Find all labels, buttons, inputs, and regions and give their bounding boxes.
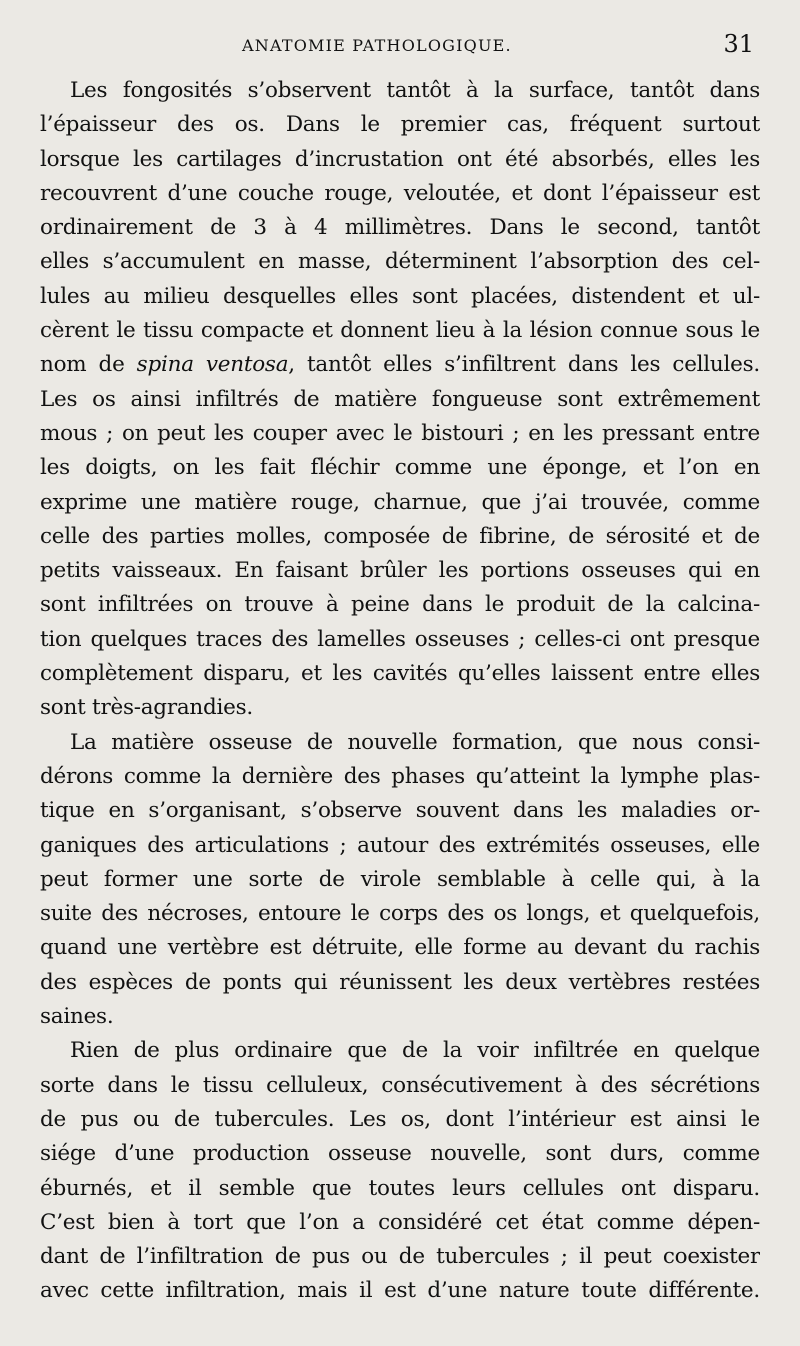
text-line: de pus ou de tubercules. Les os, dont l’intérieur est ainsi le xyxy=(40,1106,760,1132)
text-line: C’est bien à tort que l’on a considéré cet état comme dépen- xyxy=(40,1209,760,1235)
text-line: lorsque les cartilages d’incrustation ont été absorbés, elles les xyxy=(40,146,760,172)
text-line: Les os ainsi infiltrés de matière fongueuse sont extrêmement xyxy=(40,386,760,412)
text-line: Rien de plus ordinaire que de la voir infiltrée en quelque xyxy=(70,1038,760,1064)
text-line: mous ; on peut les couper avec le bistouri ; en les pressant entre xyxy=(40,420,760,446)
paragraph-1 xyxy=(40,74,760,726)
text-line: recouvrent d’une couche rouge, veloutée, et dont l’épaisseur est xyxy=(40,180,760,206)
text-line: cèrent le tissu compacte et donnent lieu à la lésion connue sous le xyxy=(40,318,760,344)
text-line: peut former une sorte de virole semblable à celle qui, à la xyxy=(40,866,760,892)
text-line: La matière osseuse de nouvelle formation, que nous consi- xyxy=(70,729,760,755)
paragraph-3 xyxy=(40,1034,760,1308)
text-line: dant de l’infiltration de pus ou de tubercules ; il peut coexister xyxy=(40,1244,760,1270)
paragraph-2 xyxy=(40,726,760,1035)
text-run: , tantôt elles s’infiltrent dans les cellules. xyxy=(288,352,760,378)
text-line: exprime une matière rouge, charnue, que j’ai trouvée, comme xyxy=(40,489,760,515)
text-line: quand une vertèbre est détruite, elle forme au devant du rachis xyxy=(40,935,760,961)
text-line: l’épaisseur des os. Dans le premier cas, fréquent surtout xyxy=(40,112,760,138)
running-header xyxy=(0,30,800,62)
running-title: ANATOMIE PATHOLOGIQUE. xyxy=(242,36,512,55)
text-line: elles s’accumulent en masse, déterminent l’absorption des cel- xyxy=(40,249,760,275)
text-run: nom de xyxy=(40,352,137,378)
text-line: saines. xyxy=(40,1004,114,1030)
text-line: tique en s’organisant, s’observe souvent dans les maladies or- xyxy=(40,798,760,824)
text-line: complètement disparu, et les cavités qu’elles laissent entre elles xyxy=(40,661,760,687)
text-line: avec cette infiltration, mais il est d’une nature toute différente. xyxy=(40,1278,760,1304)
text-line: sont très-agrandies. xyxy=(40,695,253,721)
page-number: 31 xyxy=(723,30,754,58)
text-line: celle des parties molles, composée de fibrine, de sérosité et de xyxy=(40,523,760,549)
text-line: éburnés, et il semble que toutes leurs cellules ont disparu. xyxy=(40,1175,760,1201)
text-line: lules au milieu desquelles elles sont placées, distendent et ul- xyxy=(40,283,760,309)
text-line: tion quelques traces des lamelles osseuses ; celles-ci ont presque xyxy=(40,626,760,652)
text-line: des espèces de ponts qui réunissent les deux vertèbres restées xyxy=(40,969,760,995)
text-line: Les fongosités s’observent tantôt à la surface, tantôt dans xyxy=(70,78,760,103)
text-line: les doigts, on les fait fléchir comme une éponge, et l’on en xyxy=(40,455,760,481)
text-line: petits vaisseaux. En faisant brûler les portions osseuses qui en xyxy=(40,558,760,584)
text-line: ordinairement de 3 à 4 millimètres. Dans le second, tantôt xyxy=(40,215,760,241)
text-line: sont infiltrées on trouve à peine dans le produit de la calcina- xyxy=(40,592,760,618)
text-line xyxy=(40,348,760,382)
body-text xyxy=(40,74,760,1309)
text-line: ganiques des articulations ; autour des extrémités osseuses, elle xyxy=(40,832,760,858)
text-line: suite des nécroses, entoure le corps des os longs, et quelquefois, xyxy=(40,901,760,927)
text-line: siége d’une production osseuse nouvelle, sont durs, comme xyxy=(40,1141,760,1167)
text-line: dérons comme la dernière des phases qu’atteint la lymphe plas- xyxy=(40,763,760,789)
text-line: sorte dans le tissu celluleux, consécutivement à des sécrétions xyxy=(40,1072,760,1098)
italic-term: spina ventosa xyxy=(136,352,289,378)
